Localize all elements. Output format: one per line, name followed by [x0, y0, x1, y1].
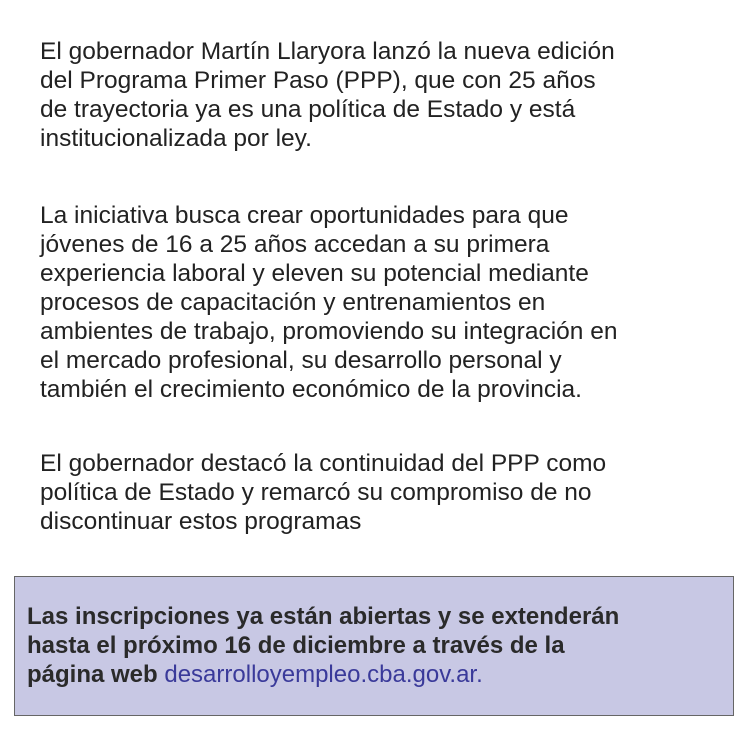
- text-line: ambientes de trabajo, promoviendo su integración en: [40, 318, 618, 345]
- text-line: discontinuar estos programas: [40, 508, 362, 535]
- text-line: La iniciativa busca crear oportunidades para que: [40, 202, 569, 229]
- callout-text: [27, 602, 619, 689]
- text-line: procesos de capacitación y entrenamientos en: [40, 289, 546, 316]
- text-line: El gobernador destacó la continuidad del PPP como: [40, 450, 607, 477]
- text-line: el mercado profesional, su desarrollo personal y: [40, 347, 562, 374]
- text-segment: página web: [27, 661, 165, 688]
- text-line: Las inscripciones ya están abiertas y se extenderán: [27, 603, 620, 630]
- text-line: experiencia laboral y eleven su potencial mediante: [40, 260, 589, 287]
- text-line: institucionalizada por ley.: [40, 125, 312, 152]
- text-line: hasta el próximo 16 de diciembre a través de la: [27, 632, 565, 659]
- text-line: del Programa Primer Paso (PPP), que con 25 años: [40, 67, 596, 94]
- text-line: jóvenes de 16 a 25 años accedan a su primera: [40, 231, 550, 258]
- paragraph-intro: [40, 37, 615, 153]
- text-line: [27, 660, 619, 689]
- text-line: política de Estado y remarcó su compromiso de no: [40, 479, 592, 506]
- registration-callout-box: [14, 576, 734, 716]
- website-link[interactable]: desarrolloyempleo.cba.gov.ar.: [164, 661, 483, 688]
- text-line: de trayectoria ya es una política de Estado y está: [40, 96, 576, 123]
- paragraph-continuity: [40, 449, 606, 536]
- paragraph-initiative: [40, 201, 617, 404]
- text-line: El gobernador Martín Llaryora lanzó la nueva edición: [40, 38, 615, 65]
- text-line: también el crecimiento económico de la provincia.: [40, 376, 582, 403]
